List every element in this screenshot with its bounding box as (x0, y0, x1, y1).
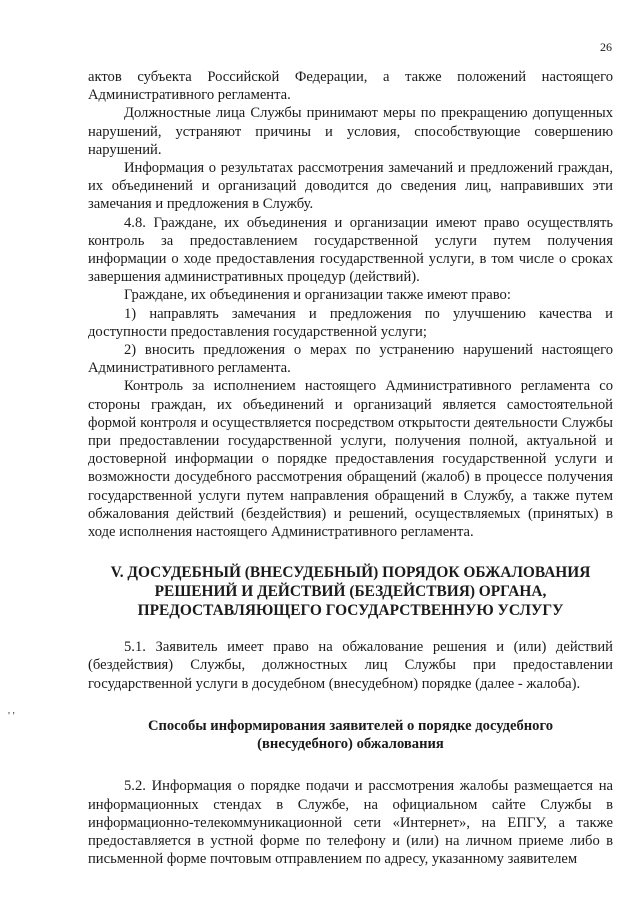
paragraph-officials-measures: Должностные лица Службы принимают меры по прекращению допущенных нарушений, устраняют причины и условия, способствующие совершению нарушений. (88, 105, 613, 158)
section-title-line-1: V. ДОСУДЕБНЫЙ (ВНЕСУДЕБНЫЙ) ПОРЯДОК ОБЖАЛОВАНИЯ (110, 564, 591, 582)
document-body (88, 68, 613, 868)
paragraph-control: Контроль за исполнением настоящего Административного регламента со стороны граждан, их объединений и организаций является самостоятельной формой контроля и осуществляется посредством открытости деятельности Службы при предоставлении государственной услуги, получения полной, актуальной и достоверной информации о порядке предоставления государственной услуги и возможности досудебного рассмотрения обращений (жалоб) в процессе получения государственной услуги путем направления обращений в Службу, а также путем обжалования действий (бездействия) и решений, осуществляемых (принятых) в ходе исполнения настоящего Административного регламента. (88, 378, 613, 541)
section-title-line-3: ПРЕДОСТАВЛЯЮЩЕГО ГОСУДАРСТВЕННУЮ УСЛУГУ (137, 602, 564, 620)
paragraph-rights-intro: Граждане, их объединения и организации также имеют право: (124, 287, 511, 304)
paragraph-4-8: 4.8. Граждане, их объединения и организации имеют право осуществлять контроль за предоставлением государственной услуги путем получения информации о ходе предоставления государственной услуги, в том числе о сроках завершения административных процедур (действий). (88, 214, 613, 286)
section-title-line-2: РЕШЕНИЙ И ДЕЙСТВИЙ (БЕЗДЕЙСТВИЯ) ОРГАНА, (154, 583, 547, 601)
page-number: 26 (600, 40, 612, 54)
paragraph-results-info: Информация о результатах рассмотрения замечаний и предложений граждан, их объединений и организаций доводится до сведения лиц, направивших эти замечания и предложения в Службу. (88, 160, 613, 213)
paragraph-5-2: 5.2. Информация о порядке подачи и рассмотрения жалобы размещается на информационных стендах в Службе, на официальном сайте Службы в информационно-телекоммуникационной сети «Интернет», на ЕПГУ, а также предоставляется в устной форме по телефону и (или) на личном приеме либо в письменной форме почтовым отправлением по адресу, указанному заявителем (88, 778, 613, 868)
margin-mark: ' ' (8, 710, 15, 722)
subsection-title (88, 717, 613, 753)
list-item-2: 2) вносить предложения о мерах по устранению нарушений настоящего Административного регламента. (88, 342, 613, 377)
paragraph-5-1: 5.1. Заявитель имеет право на обжалование решения и (или) действий (бездействия) Службы, должностных лиц Службы при предоставлении государственной услуги в досудебном (внесудебном) порядке (далее - жалоба). (88, 639, 613, 692)
subsection-title-line-1: Способы информирования заявителей о порядке досудебного (147, 717, 554, 734)
list-item-1: 1) направлять замечания и предложения по улучшению качества и доступности предоставления государственной услуги; (88, 305, 613, 340)
subsection-title-line-2: (внесудебного) обжалования (257, 736, 444, 753)
paragraph-continuation: актов субъекта Российской Федерации, а также положений настоящего Административного регламента. (88, 69, 613, 104)
section-title (88, 563, 613, 620)
